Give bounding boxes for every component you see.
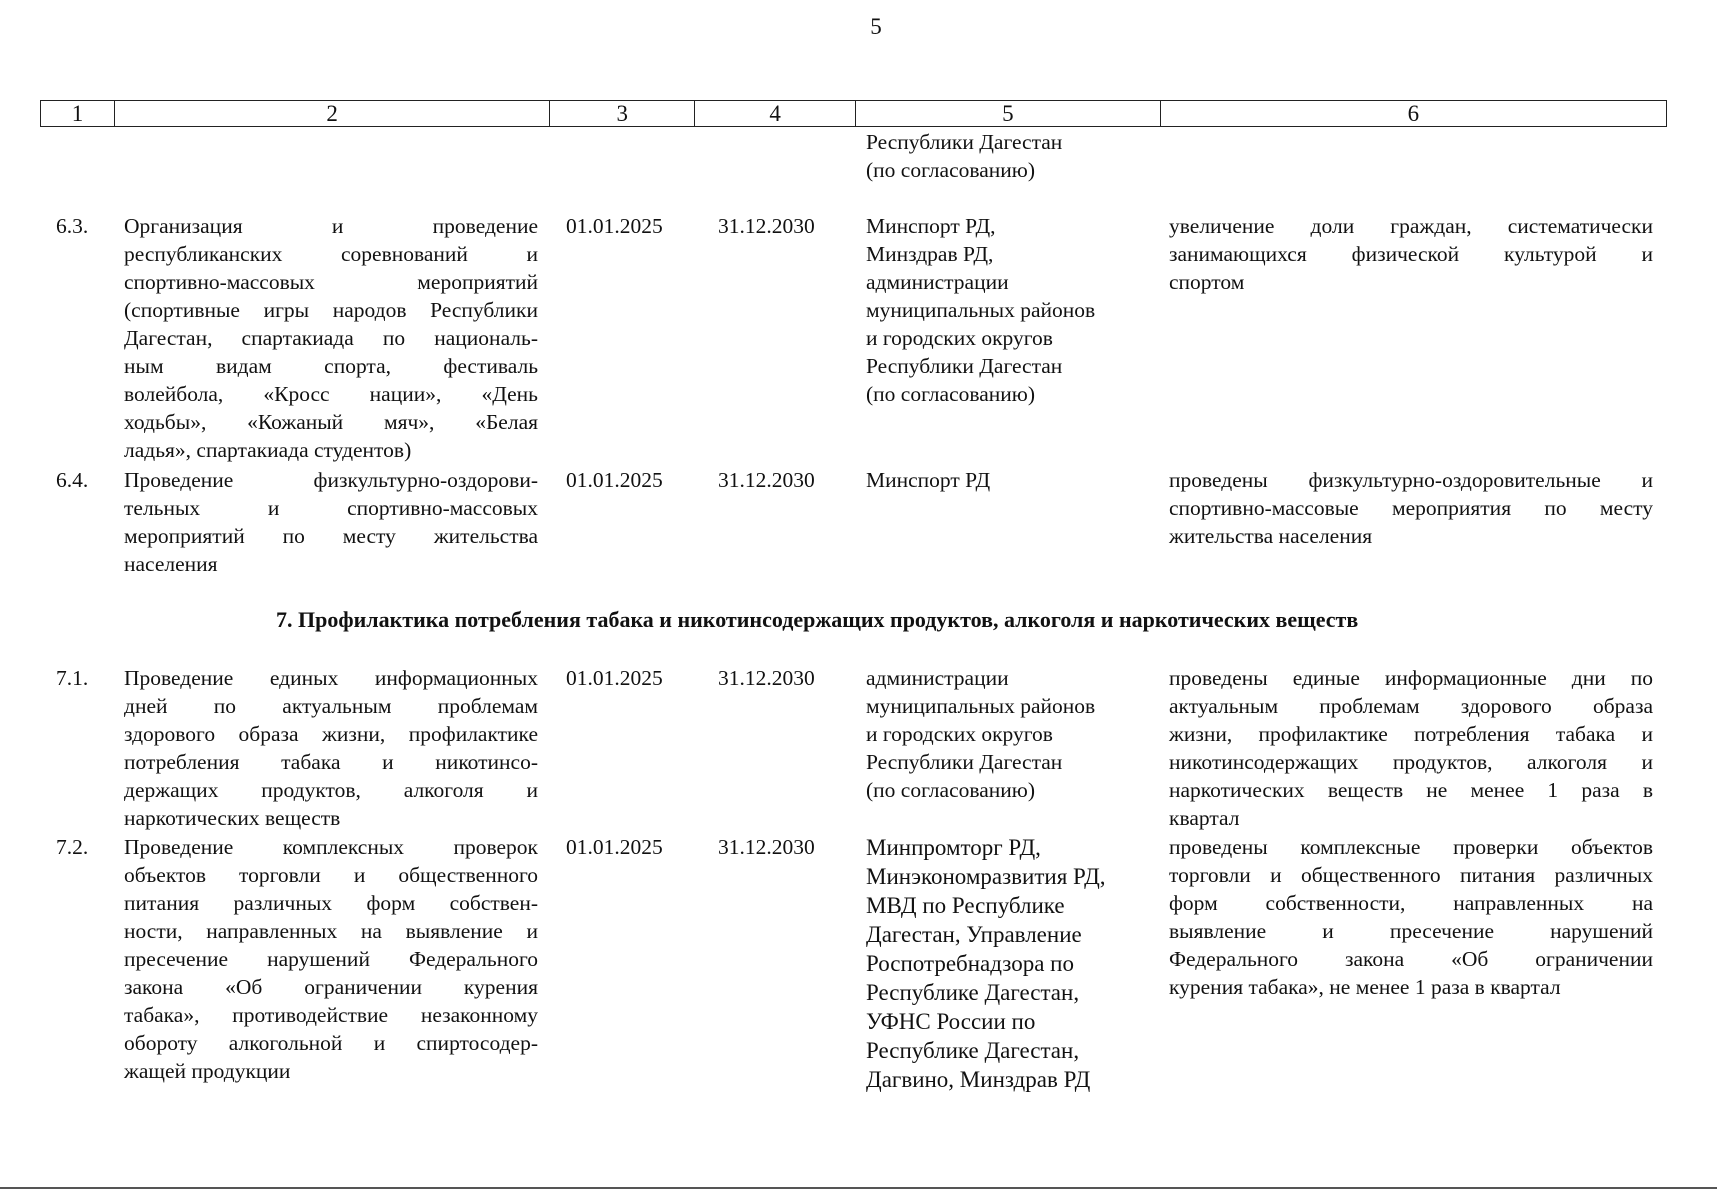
row-description xyxy=(124,466,538,578)
expected-result xyxy=(1169,664,1653,832)
row-number: 7.2. xyxy=(56,835,89,859)
result-line: торговли и общественного питания различных xyxy=(1169,863,1653,887)
result-line: проведены физкультурно-оздоровительные и xyxy=(1169,468,1653,492)
row-number: 6.4. xyxy=(56,468,89,492)
desc-line: потребления табака и никотинсо- xyxy=(124,750,538,774)
continuation-responsible xyxy=(866,128,1146,184)
row-description xyxy=(124,833,538,1085)
desc-line: ным видам спорта, фестиваль xyxy=(124,354,538,378)
end-date: 31.12.2030 xyxy=(718,468,815,492)
row-description xyxy=(124,664,538,832)
end-date: 31.12.2030 xyxy=(718,214,815,238)
resp-line: Республике Дагестан, xyxy=(866,980,1080,1005)
resp-line: и городских округов xyxy=(866,326,1053,350)
row-number: 7.1. xyxy=(56,666,89,690)
desc-line: Проведение комплексных проверок xyxy=(124,835,538,859)
header-col-4: 4 xyxy=(695,101,856,126)
resp-line: муниципальных районов xyxy=(866,694,1096,718)
end-date: 31.12.2030 xyxy=(718,666,815,690)
desc-line: волейбола, «Кросс нации», «День xyxy=(124,382,538,406)
desc-line: ности, направленных на выявление и xyxy=(124,919,538,943)
desc-line: жащей продукции xyxy=(124,1059,291,1083)
responsible xyxy=(866,212,1146,408)
expected-result xyxy=(1169,833,1653,1001)
desc-line: ходьбы», «Кожаный мяч», «Белая xyxy=(124,410,538,434)
desc-line: (спортивные игры народов Республики xyxy=(124,298,538,322)
expected-result xyxy=(1169,466,1653,550)
desc-line: Проведение физкультурно-оздорови- xyxy=(124,468,538,492)
result-line: увеличение доли граждан, систематически xyxy=(1169,214,1653,238)
result-line: курения табака», не менее 1 раза в квартал xyxy=(1169,975,1561,999)
header-col-5: 5 xyxy=(856,101,1161,126)
result-line: проведены единые информационные дни по xyxy=(1169,666,1653,690)
responsible xyxy=(866,664,1146,804)
resp-line: Минэкономразвития РД, xyxy=(866,864,1106,889)
desc-line: Организация и проведение xyxy=(124,214,538,238)
resp-line: муниципальных районов xyxy=(866,298,1096,322)
start-date: 01.01.2025 xyxy=(566,214,663,238)
result-line: выявление и пресечение нарушений xyxy=(1169,919,1653,943)
resp-line: Республики Дагестан xyxy=(866,354,1063,378)
resp-line: Дагвино, Минздрав РД xyxy=(866,1067,1091,1092)
desc-line: ладья», спартакиада студентов) xyxy=(124,438,412,462)
page-bottom-rule xyxy=(0,1187,1717,1189)
expected-result xyxy=(1169,212,1653,296)
desc-line: тельных и спортивно-массовых xyxy=(124,496,538,520)
section-title: 7. Профилактика потребления табака и никотинсодержащих продуктов, алкоголя и наркотических веществ xyxy=(276,607,1359,632)
desc-line: населения xyxy=(124,552,218,576)
resp-line: Республики Дагестан xyxy=(866,750,1063,774)
desc-line: здорового образа жизни, профилактике xyxy=(124,722,538,746)
desc-line: пресечение нарушений Федерального xyxy=(124,947,538,971)
desc-line: табака», противодействие незаконному xyxy=(124,1003,538,1027)
resp-line: УФНС России по xyxy=(866,1009,1036,1034)
result-line: никотинсодержащих продуктов, алкоголя и xyxy=(1169,750,1653,774)
header-col-3: 3 xyxy=(550,101,695,126)
result-line: занимающихся физической культурой и xyxy=(1169,242,1653,266)
resp-line: (по согласованию) xyxy=(866,158,1036,182)
resp-line: Роспотребнадзора по xyxy=(866,951,1074,976)
desc-line: мероприятий по месту жительства xyxy=(124,524,538,548)
resp-line: (по согласованию) xyxy=(866,778,1036,802)
desc-line: спортивно-массовых мероприятий xyxy=(124,270,538,294)
resp-line: Дагестан, Управление xyxy=(866,922,1082,947)
resp-line: Минздрав РД, xyxy=(866,242,994,266)
result-line: Федерального закона «Об ограничении xyxy=(1169,947,1653,971)
resp-line: администрации xyxy=(866,270,1009,294)
page-number: 5 xyxy=(870,14,882,39)
header-col-6: 6 xyxy=(1407,101,1420,126)
responsible xyxy=(866,833,1146,1094)
desc-line: Дагестан, спартакиада по националь- xyxy=(124,326,538,350)
result-line: спортом xyxy=(1169,270,1245,294)
start-date: 01.01.2025 xyxy=(566,468,663,492)
result-line: проведены комплексные проверки объектов xyxy=(1169,835,1653,859)
desc-line: дней по актуальным проблемам xyxy=(124,694,538,718)
result-line: актуальным проблемам здорового образа xyxy=(1169,694,1653,718)
header-col-2: 2 xyxy=(115,101,550,126)
resp-line: Республики Дагестан xyxy=(866,130,1063,154)
desc-line: питания различных форм собствен- xyxy=(124,891,538,915)
resp-line: Минспорт РД, xyxy=(866,214,996,238)
resp-line: Минспорт РД xyxy=(866,468,991,492)
desc-line: республиканских соревнований и xyxy=(124,242,538,266)
end-date: 31.12.2030 xyxy=(718,835,815,859)
table-header xyxy=(40,100,1667,127)
responsible xyxy=(866,466,1146,494)
row-description xyxy=(124,212,538,464)
result-line: жительства населения xyxy=(1169,524,1373,548)
result-line: наркотических веществ не менее 1 раза в xyxy=(1169,778,1653,802)
resp-line: и городских округов xyxy=(866,722,1053,746)
resp-line: Республике Дагестан, xyxy=(866,1038,1080,1063)
result-line: форм собственности, направленных на xyxy=(1169,891,1653,915)
desc-line: Проведение единых информационных xyxy=(124,666,538,690)
desc-line: обороту алкогольной и спиртосодер- xyxy=(124,1031,538,1055)
resp-line: администрации xyxy=(866,666,1009,690)
row-number: 6.3. xyxy=(56,214,89,238)
resp-line: Минпромторг РД, xyxy=(866,835,1041,860)
result-line: жизни, профилактике потребления табака и xyxy=(1169,722,1653,746)
start-date: 01.01.2025 xyxy=(566,666,663,690)
desc-line: держащих продуктов, алкоголя и xyxy=(124,778,538,802)
desc-line: объектов торговли и общественного xyxy=(124,863,538,887)
desc-line: наркотических веществ xyxy=(124,806,341,830)
result-line: спортивно-массовые мероприятия по месту xyxy=(1169,496,1653,520)
header-col-1: 1 xyxy=(41,101,115,126)
resp-line: МВД по Республике xyxy=(866,893,1065,918)
result-line: квартал xyxy=(1169,806,1240,830)
desc-line: закона «Об ограничении курения xyxy=(124,975,538,999)
start-date: 01.01.2025 xyxy=(566,835,663,859)
resp-line: (по согласованию) xyxy=(866,382,1036,406)
